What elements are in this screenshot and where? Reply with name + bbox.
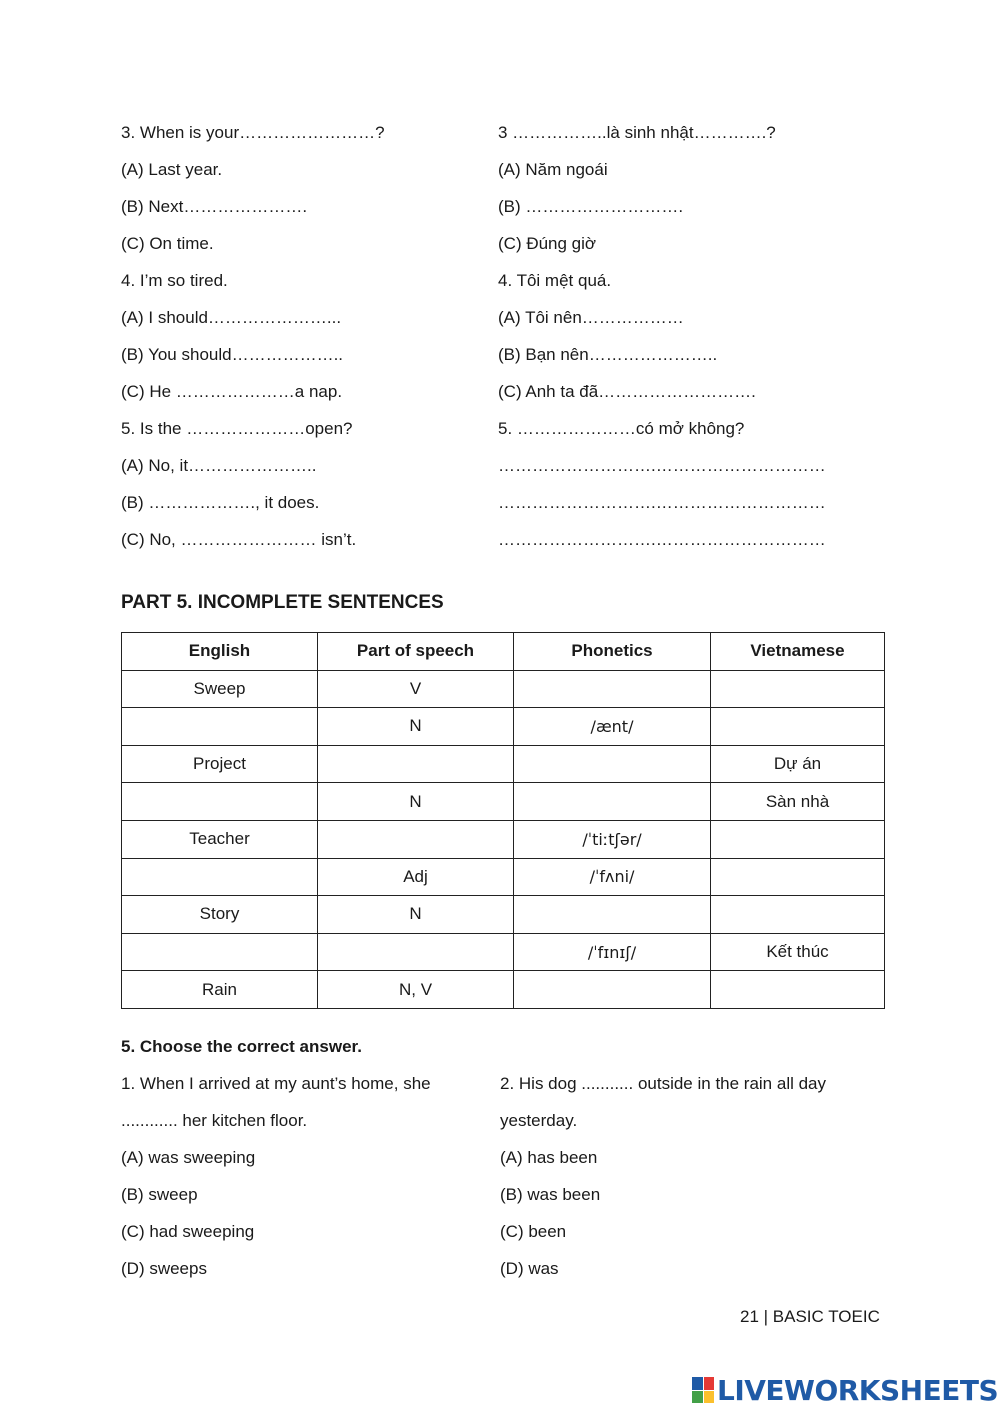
logo-mark-icon	[692, 1377, 714, 1403]
logo-square-blue	[692, 1377, 703, 1390]
table-row	[122, 745, 885, 783]
answer-option-c[interactable]: (C) had sweeping	[121, 1222, 255, 1241]
question-2-text: 2. His dog ........... outside in the rain all day	[500, 1074, 827, 1093]
logo-square-red	[704, 1377, 715, 1390]
column-header-phonetics: Phonetics	[514, 633, 711, 671]
vocabulary-table	[121, 632, 885, 1009]
table-row	[122, 670, 885, 708]
option-text: (A) No, it…………………..	[121, 456, 317, 475]
table-row	[122, 933, 885, 971]
phonetics-cell: /ˈfɪnɪʃ/	[514, 933, 711, 971]
question-5-text: 5. Is the …………………open?	[121, 419, 353, 438]
english-cell[interactable]	[122, 783, 318, 821]
option-translation: (C) Anh ta đã……………………….	[498, 382, 756, 401]
blank-line: ……………………….…………………………	[498, 493, 826, 512]
table-row	[122, 858, 885, 896]
option-translation: (B) Bạn nên…………………..	[498, 345, 718, 364]
option-text: (C) On time.	[121, 234, 214, 253]
section-heading: PART 5. INCOMPLETE SENTENCES	[121, 592, 444, 613]
vietnamese-cell[interactable]	[711, 708, 885, 746]
column-header-english: English	[122, 633, 318, 671]
option-translation: (A) Tôi nên………………	[498, 308, 684, 327]
pos-cell: N, V	[318, 971, 514, 1009]
table-row	[122, 783, 885, 821]
option-text: (A) I should…………………...	[121, 308, 342, 327]
logo-text: LIVEWORKSHEETS	[717, 1373, 999, 1407]
english-cell[interactable]	[122, 933, 318, 971]
vietnamese-cell[interactable]	[711, 896, 885, 934]
answer-option-a[interactable]: (A) has been	[500, 1148, 598, 1167]
english-cell: Story	[122, 896, 318, 934]
liveworksheets-logo	[692, 1373, 998, 1407]
answer-option-d[interactable]: (D) was	[500, 1259, 559, 1278]
vietnamese-cell[interactable]	[711, 858, 885, 896]
logo-square-yellow	[704, 1391, 715, 1404]
pos-cell: V	[318, 670, 514, 708]
vietnamese-cell: Dự án	[711, 745, 885, 783]
exercise-heading: 5. Choose the correct answer.	[121, 1037, 362, 1056]
question-1-text-continued: ............ her kitchen floor.	[121, 1111, 308, 1130]
phonetics-cell[interactable]	[514, 670, 711, 708]
phonetics-cell[interactable]	[514, 971, 711, 1009]
table-row	[122, 820, 885, 858]
table-row	[122, 971, 885, 1009]
question-1-text: 1. When I arrived at my aunt’s home, she	[121, 1074, 431, 1093]
pos-cell: N	[318, 783, 514, 821]
column-header-part-of-speech: Part of speech	[318, 633, 514, 671]
vietnamese-cell: Sàn nhà	[711, 783, 885, 821]
answer-option-a[interactable]: (A) was sweeping	[121, 1148, 256, 1167]
answer-option-b[interactable]: (B) was been	[500, 1185, 601, 1204]
english-cell: Project	[122, 745, 318, 783]
question-3-translation: 3 ……………..là sinh nhật………….?	[498, 123, 776, 142]
column-header-vietnamese: Vietnamese	[711, 633, 885, 671]
table-row	[122, 708, 885, 746]
phonetics-cell: /ˈfʌni/	[514, 858, 711, 896]
blank-line: ……………………….…………………………	[498, 456, 826, 475]
option-text: (B) ………………., it does.	[121, 493, 320, 512]
pos-cell: Adj	[318, 858, 514, 896]
vietnamese-cell: Kết thúc	[711, 933, 885, 971]
pos-cell[interactable]	[318, 745, 514, 783]
question-4-translation: 4. Tôi mệt quá.	[498, 271, 612, 290]
pos-cell: N	[318, 896, 514, 934]
option-translation: (C) Đúng giờ	[498, 234, 597, 253]
page-footer: 21 | BASIC TOEIC	[740, 1307, 880, 1326]
question-4-text: 4. I’m so tired.	[121, 271, 228, 290]
english-cell: Sweep	[122, 670, 318, 708]
phonetics-cell: /ænt/	[514, 708, 711, 746]
option-text: (C) No, …………………… isn’t.	[121, 530, 357, 549]
table-row	[122, 896, 885, 934]
question-5-translation: 5. …………………có mở không?	[498, 419, 745, 438]
vietnamese-cell[interactable]	[711, 971, 885, 1009]
option-text: (C) He …………………a nap.	[121, 382, 343, 401]
phonetics-cell[interactable]	[514, 745, 711, 783]
question-2-text-continued: yesterday.	[500, 1111, 578, 1130]
vietnamese-cell[interactable]	[711, 820, 885, 858]
option-text: (B) Next………………….	[121, 197, 308, 216]
answer-option-c[interactable]: (C) been	[500, 1222, 567, 1241]
table-header-row	[122, 633, 885, 671]
pos-cell[interactable]	[318, 820, 514, 858]
phonetics-cell: /ˈtiːtʃər/	[514, 820, 711, 858]
pos-cell: N	[318, 708, 514, 746]
vietnamese-cell[interactable]	[711, 670, 885, 708]
phonetics-cell[interactable]	[514, 896, 711, 934]
question-3-text: 3. When is your……………………?	[121, 123, 385, 142]
english-cell[interactable]	[122, 708, 318, 746]
english-cell[interactable]	[122, 858, 318, 896]
english-cell: Teacher	[122, 820, 318, 858]
logo-square-green	[692, 1391, 703, 1404]
blank-line: ……………………….…………………………	[498, 530, 826, 549]
phonetics-cell[interactable]	[514, 783, 711, 821]
option-translation: (B) ……………………….	[498, 197, 684, 216]
english-cell: Rain	[122, 971, 318, 1009]
answer-option-b[interactable]: (B) sweep	[121, 1185, 198, 1204]
option-translation: (A) Năm ngoái	[498, 160, 608, 179]
option-text: (A) Last year.	[121, 160, 223, 179]
option-text: (B) You should………………..	[121, 345, 344, 364]
answer-option-d[interactable]: (D) sweeps	[121, 1259, 207, 1278]
pos-cell[interactable]	[318, 933, 514, 971]
